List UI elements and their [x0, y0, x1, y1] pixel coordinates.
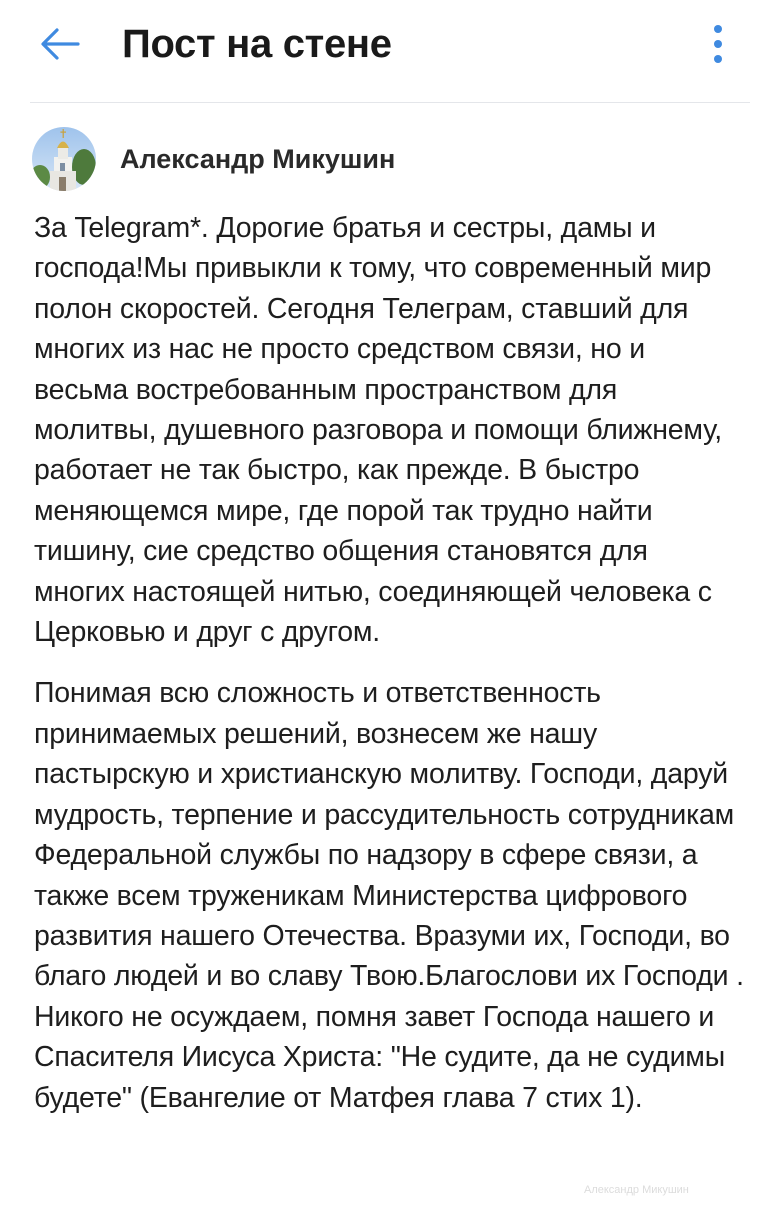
page-title: Пост на стене	[122, 22, 392, 66]
post-paragraph: За Telegram*. Дорогие братья и сестры, дамы и господа!Мы привыкли к тому, что современный мир полон скоростей. Сегодня Телеграм, ставший для многих из нас не просто средством связи, но и весьма востребованным пространством для молитвы, душевного разговора и помощи ближнему, работает не так быстро, как прежде. В быстро меняющемся мире, где порой так трудно найти тишину, сие средство общения становятся для многих настоящей нитью, соединяющей человека с Церковью и друг с другом.	[34, 212, 723, 649]
post-text	[34, 208, 746, 1118]
vertical-dots-icon-dot	[714, 40, 722, 48]
post-author	[32, 126, 395, 192]
more-options-button[interactable]	[690, 18, 746, 70]
avatar[interactable]	[32, 127, 96, 191]
header-divider	[30, 102, 750, 103]
vertical-dots-icon-dot	[714, 55, 722, 63]
watermark: Александр Микушин	[584, 1184, 689, 1196]
back-button[interactable]	[28, 18, 92, 70]
vertical-dots-icon	[714, 25, 722, 33]
author-name[interactable]: Александр Микушин	[120, 143, 396, 174]
app-header	[0, 0, 768, 100]
arrow-left-icon	[38, 26, 82, 62]
post-paragraph: Понимая всю сложность и ответственность принимаемых решений, вознесем же нашу пастырскую и христианскую молитву. Господи, даруй мудрость, терпение и рассудительность сотрудникам Федеральной службы по надзору в сфере связи, а также всем труженикам Министерства цифрового развития нашего Отечества. Вразуми их, Господи, во благо людей и во славу Твою.Благослови их Господи . Никого не осуждаем, помня завет Господа нашего и Спасителя Иисуса Христа: "Не судите, да не судимы будете" (Евангелие от Матфея глава 7 стих 1).	[34, 677, 744, 1114]
church-photo-avatar	[32, 127, 96, 191]
